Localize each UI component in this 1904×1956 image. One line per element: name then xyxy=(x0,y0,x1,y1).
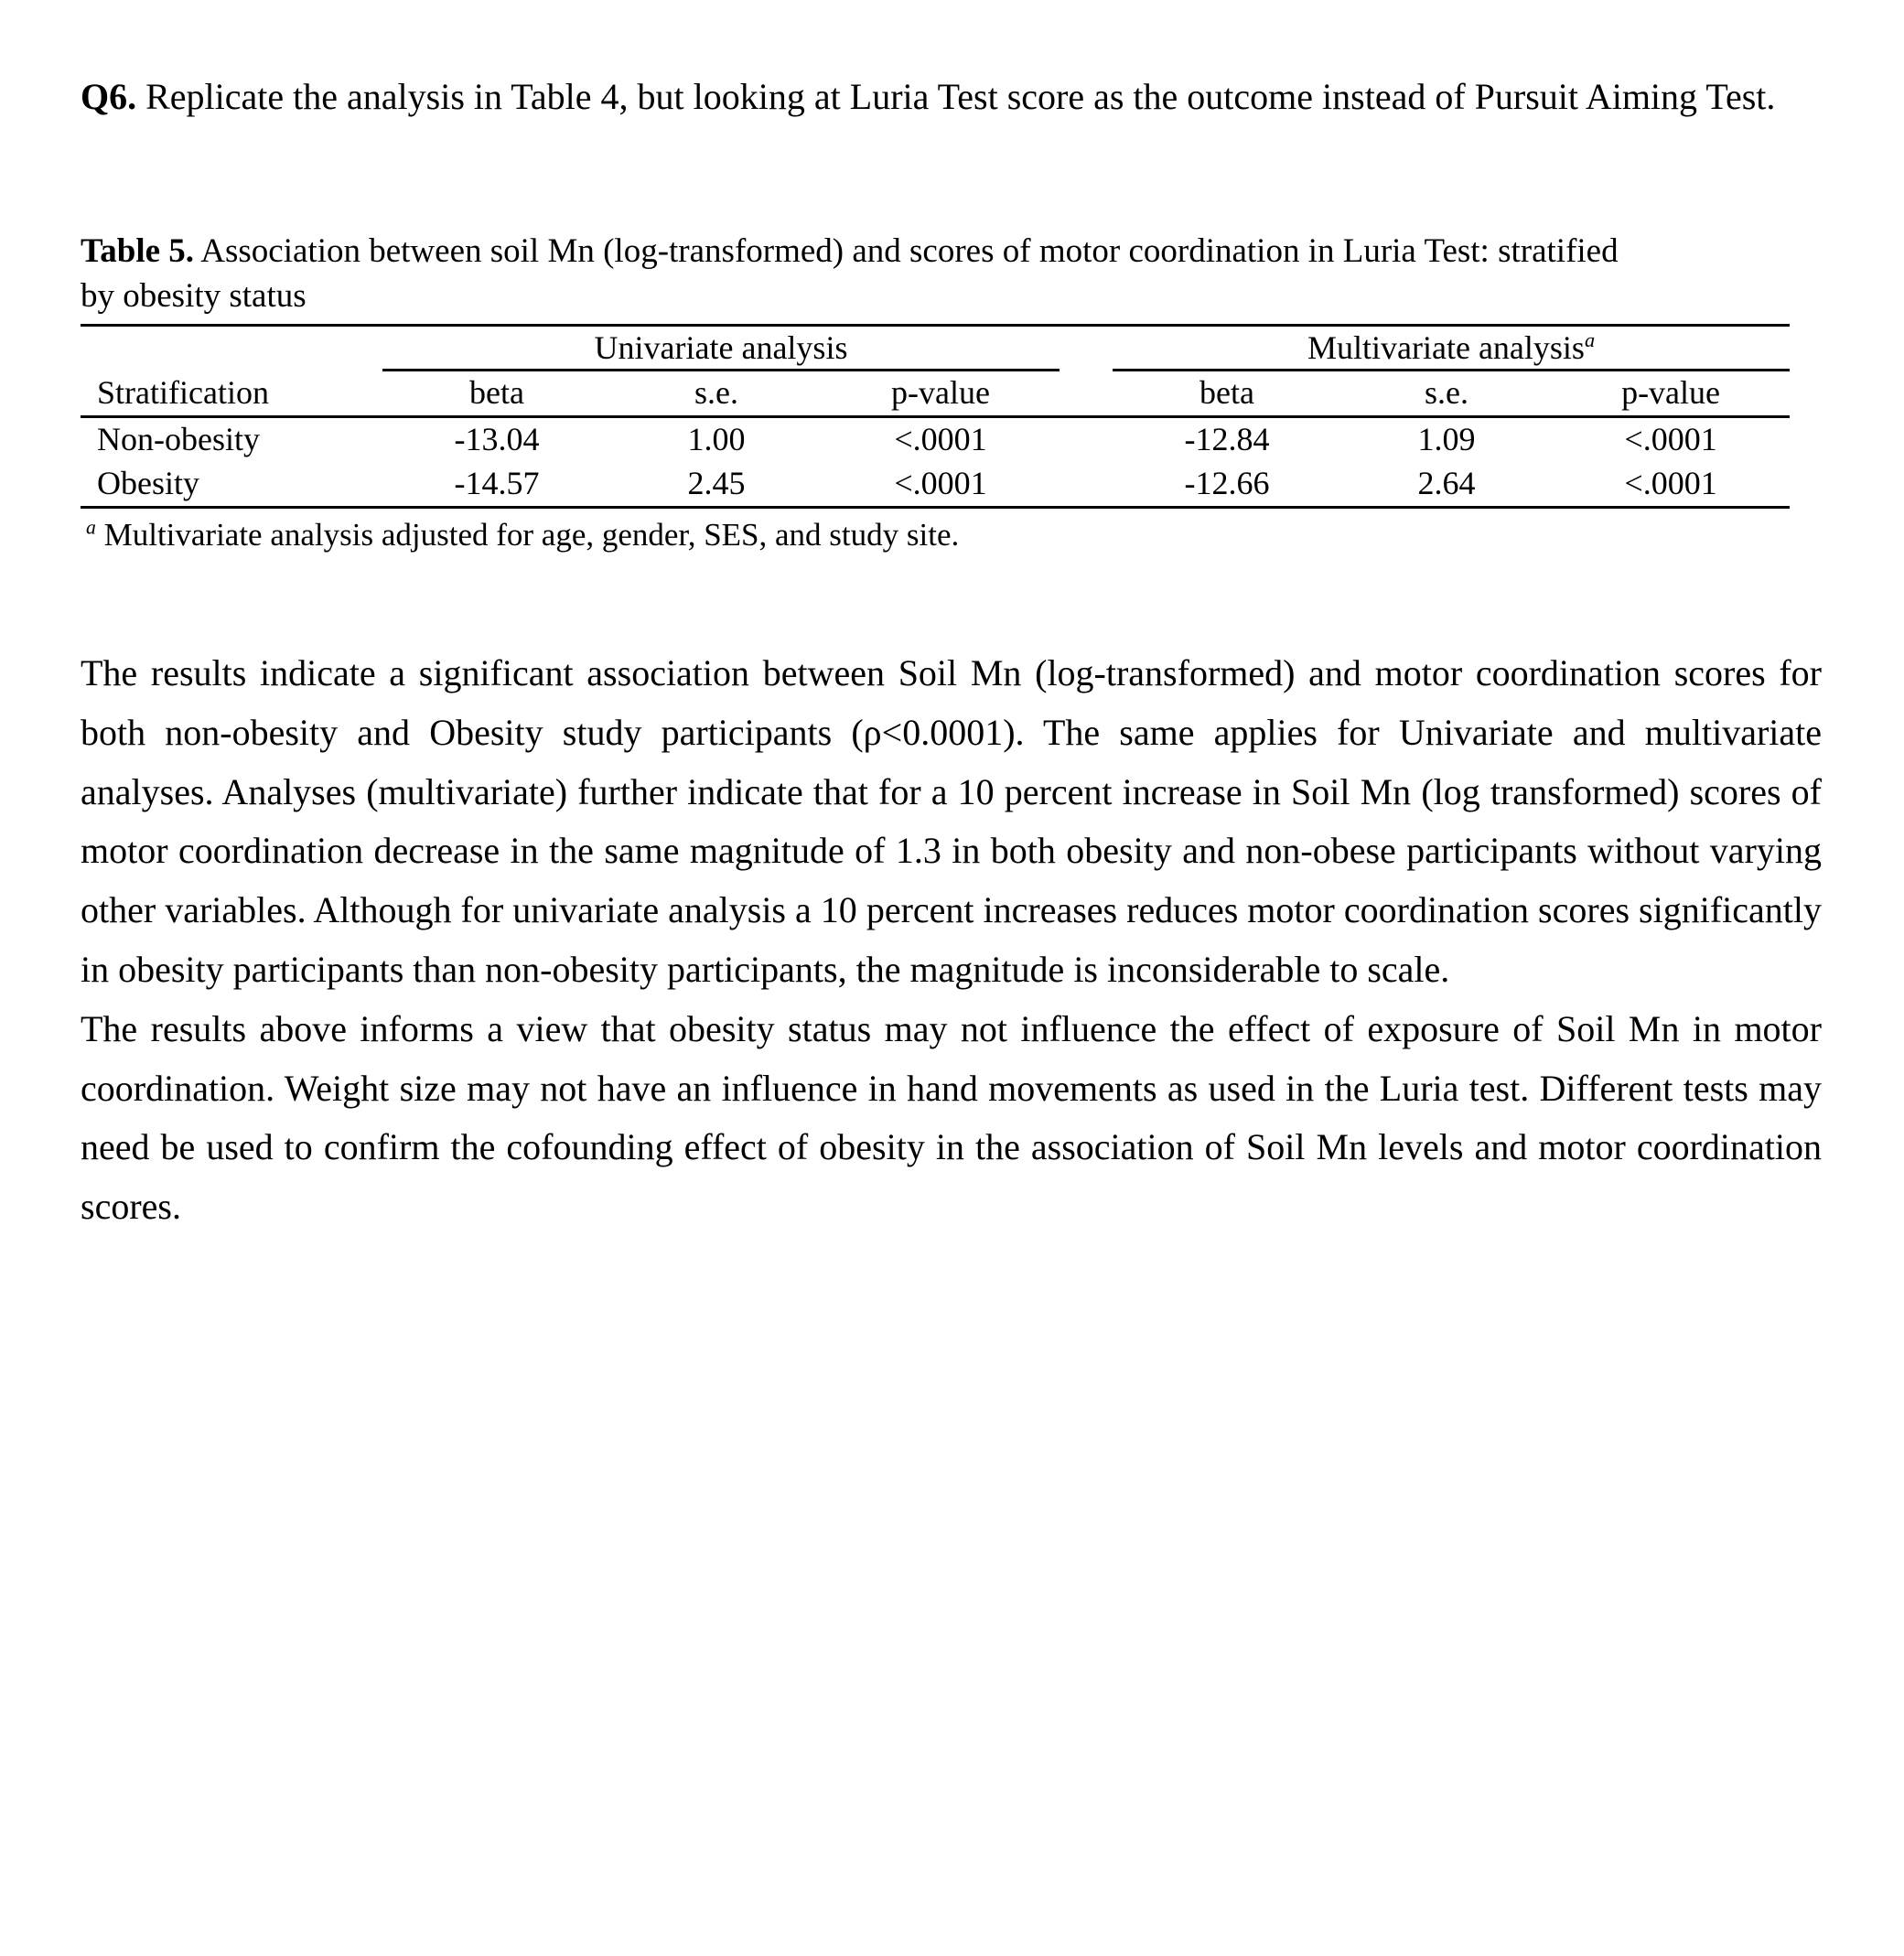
row-1-multi-pvalue: <.0001 xyxy=(1552,462,1790,508)
column-header-gap xyxy=(1060,371,1113,417)
row-1-uni-beta: -14.57 xyxy=(382,462,611,508)
table-caption-label: Table 5. xyxy=(81,231,195,270)
group-header-multivariate xyxy=(1113,326,1790,371)
table-footnote-mark: a xyxy=(86,516,96,539)
table-caption-text: Association between soil Mn (log-transformed) and scores of motor coordination in Luria Test: stratified by obesity status xyxy=(81,231,1619,315)
column-header-uni-se: s.e. xyxy=(611,371,822,417)
row-0-stratification: Non-obesity xyxy=(97,421,260,458)
row-0-gap xyxy=(1060,417,1113,463)
row-0-multi-pvalue: <.0001 xyxy=(1624,421,1717,458)
row-0-multi-se: 1.09 xyxy=(1417,421,1476,458)
group-header-gap xyxy=(1060,326,1113,371)
row-1-gap xyxy=(1060,462,1113,508)
column-header-multi-beta: beta xyxy=(1113,371,1341,417)
table-column-header-row xyxy=(81,371,1790,417)
group-header-spacer xyxy=(81,326,382,371)
row-0-multi-beta: -12.84 xyxy=(1184,421,1270,458)
group-header-multivariate-label: Multivariate analysis xyxy=(1307,329,1585,367)
row-1-stratification: Obesity xyxy=(81,462,382,508)
results-table xyxy=(81,324,1790,509)
row-1-uni-pvalue: <.0001 xyxy=(822,462,1060,508)
column-header-multi-se: s.e. xyxy=(1341,371,1552,417)
column-header-uni-pvalue: p-value xyxy=(822,371,1060,417)
question-text: Replicate the analysis in Table 4, but looking at Luria Test score as the outcome instead of Pursuit Aiming Test. xyxy=(136,76,1776,117)
row-1-multi-se: 2.64 xyxy=(1341,462,1552,508)
group-header-multivariate-superscript: a xyxy=(1584,328,1596,352)
column-header-multi-pvalue: p-value xyxy=(1552,371,1790,417)
table-group-header-row xyxy=(81,326,1790,371)
paragraph-2: The results above informs a view that obesity status may not influence the effect of exposure of Soil Mn in motor coordination. Weight size may not have an influence in hand movements as used in the Luria test. Different tests may need be used to confirm the cofounding effect of obesity in the association of Soil Mn levels and motor coordination scores. xyxy=(81,1007,1822,1228)
question-label: Q6. xyxy=(81,76,137,117)
column-header-uni-beta: beta xyxy=(382,371,611,417)
column-header-stratification: Stratification xyxy=(81,371,382,417)
table-caption xyxy=(81,230,1636,319)
row-0-uni-beta: -13.04 xyxy=(454,421,540,458)
row-0-uni-se: 1.00 xyxy=(687,421,746,458)
row-1-uni-se: 2.45 xyxy=(611,462,822,508)
row-0-uni-pvalue: <.0001 xyxy=(894,421,987,458)
row-1-multi-beta: -12.66 xyxy=(1113,462,1341,508)
question-block xyxy=(81,55,1822,127)
body-text xyxy=(81,644,1822,1237)
table-footnote xyxy=(86,514,1822,556)
table-footnote-text: Multivariate analysis adjusted for age, gender, SES, and study site. xyxy=(95,517,960,553)
table-row xyxy=(81,462,1790,508)
table-row xyxy=(81,417,1790,463)
paragraph-1: The results indicate a significant association between Soil Mn (log-transformed) and motor coordination scores for both non-obesity and Obesity study participants (ρ<0.0001). The same applies for Univariate and multivariate analyses. Analyses (multivariate) further indicate that for a 10 percent increase in Soil Mn (log transformed) scores of motor coordination decrease in the same magnitude of 1.3 in both obesity and non-obese participants without varying other variables. Although for univariate analysis a 10 percent increases reduces motor coordination scores significantly in obesity participants than non-obesity participants, the magnitude is inconsiderable to scale. xyxy=(81,651,1822,990)
group-header-univariate: Univariate analysis xyxy=(382,326,1060,371)
table-5-block xyxy=(81,230,1822,556)
